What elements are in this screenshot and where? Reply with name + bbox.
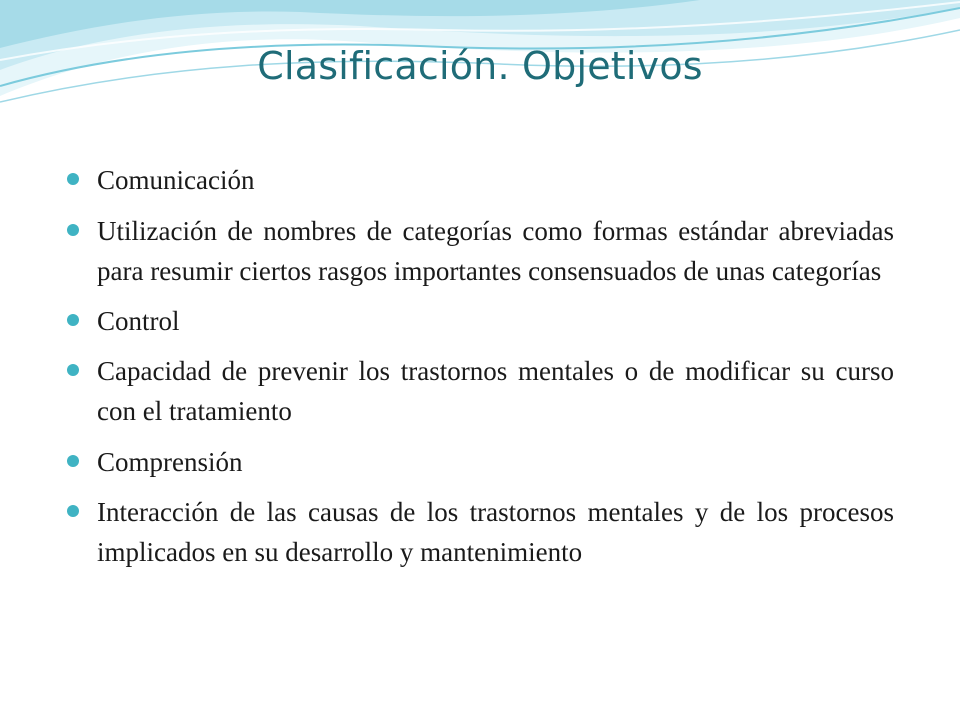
bullet-text: Interacción de las causas de los trastornos mentales y de los procesos implicados en su desarrollo y mantenimiento: [97, 497, 894, 567]
bullet-dot-icon: [67, 455, 79, 467]
bullet-item: [66, 301, 894, 341]
bullet-text: Capacidad de prevenir los trastornos mentales o de modificar su curso con el tratamiento: [97, 356, 894, 426]
bullet-item: [66, 351, 894, 431]
bullet-item: [66, 492, 894, 572]
bullet-list: [66, 160, 894, 583]
bullet-dot-icon: [67, 173, 79, 185]
bullet-text: Utilización de nombres de categorías como formas estándar abreviadas para resumir ciertos rasgos importantes consensuados de unas categorías: [97, 215, 894, 286]
bullet-dot-icon: [67, 314, 79, 326]
bullet-text: Comprensión: [97, 446, 243, 477]
bullet-dot-icon: [67, 505, 79, 517]
bullet-item: [66, 211, 894, 291]
bullet-item: [66, 442, 894, 482]
bullet-text: Comunicación: [97, 165, 255, 195]
slide-title: Clasificación. Objetivos: [257, 44, 703, 88]
bullet-dot-icon: [67, 224, 79, 236]
bullet-dot-icon: [67, 364, 79, 376]
bullet-item: [66, 160, 894, 200]
bullet-text: Control: [97, 305, 180, 336]
